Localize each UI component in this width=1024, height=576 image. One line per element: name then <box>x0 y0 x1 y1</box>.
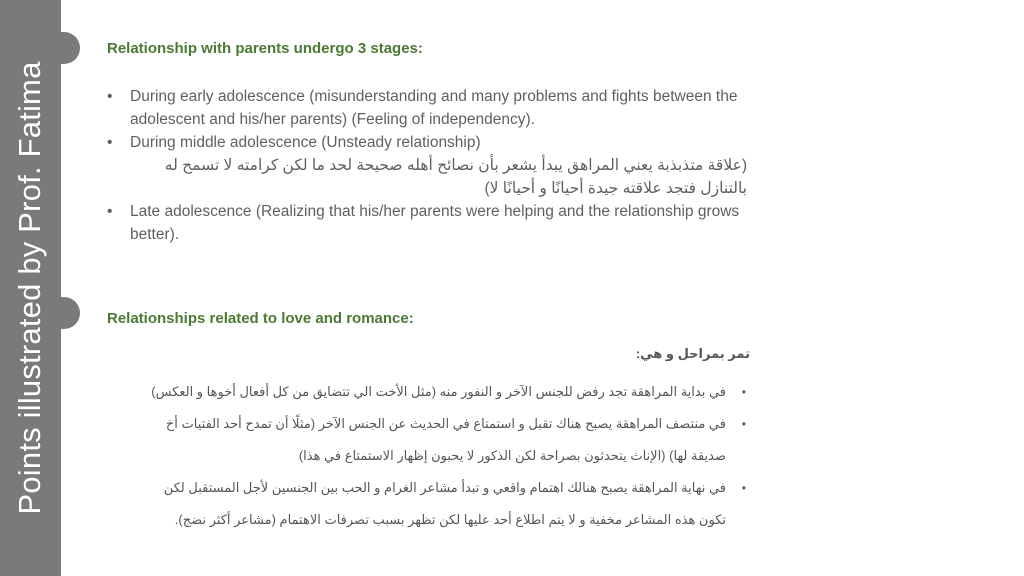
parents-heading: Relationship with parents undergo 3 stages: <box>107 40 423 57</box>
romance-stage-middle-continued: صديقة لها) (الإناث يتحدثون بصراحة لكن الذكور لا يحبون إظهار الاستمتاع في هذا) <box>298 448 726 463</box>
stage-middle-arabic-note: (علاقة متذبذبة يعني المراهق يبدأ يشعر بأن نصائح أهله صحيحة لحد ما لكن كرامته لا تسمح له بالتنازل فتجد علاقته جيدة أحيانًا و أحيانًا لا) <box>164 157 747 197</box>
romance-stage-early: في بداية المراهقة تجد رفض للجنس الآخر و النفور منه (مثل الأخت الي تتضايق من كل أفعال أخوها و العكس) <box>151 384 726 399</box>
sidebar-tab-middle <box>58 297 80 329</box>
list-item <box>107 131 747 200</box>
list-item <box>120 376 750 408</box>
list-item <box>107 200 747 246</box>
romance-stages-list <box>120 376 750 536</box>
romance-arabic-title: تمر بمراحل و هي: <box>635 346 750 361</box>
romance-heading: Relationships related to love and romance: <box>107 310 414 327</box>
list-item <box>107 85 747 131</box>
sidebar-tab-top <box>58 32 80 64</box>
list-item <box>120 408 750 440</box>
romance-stage-middle: في منتصف المراهقة يصبح هناك تقبل و استمتاع في الحديث عن الجنس الآخر (مثلًا أن تمدح أحد الفتيات أخ <box>165 416 726 431</box>
romance-arabic-block <box>120 346 750 536</box>
stage-early-text: During early adolescence (misunderstanding and many problems and fights between the adolescent and his/her parents) (Feeling of independency). <box>130 88 738 128</box>
parents-stages-list <box>107 85 747 246</box>
romance-stage-late-continued: تكون هذه المشاعر مخفية و لا يتم اطلاع أحد عليها لكن تظهر بسبب تصرفات الاهتمام (مشاعر أكثر نضج). <box>174 512 726 527</box>
list-item <box>120 472 750 504</box>
stage-middle-text: During middle adolescence (Unsteady relationship) <box>130 134 481 151</box>
romance-stage-late: في نهاية المراهقة يصبح هنالك اهتمام واقعي و تبدأ مشاعر الغرام و الحب بين الجنسين لأجل المستقبل لكن <box>163 480 726 495</box>
slide-author-title: Points illustrated by Prof. Fatima <box>12 61 47 515</box>
stage-late-text: Late adolescence (Realizing that his/her parents were helping and the relationship grows better). <box>130 203 740 243</box>
